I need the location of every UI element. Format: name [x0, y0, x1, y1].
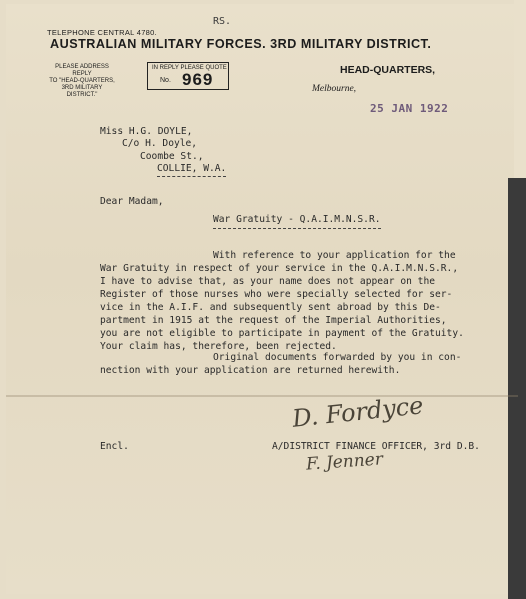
recipient-care-of: C/o H. Doyle, [122, 138, 198, 149]
body-paragraph-1 [100, 249, 464, 353]
fold-crease [6, 395, 518, 397]
body-line: nection with your application are returned herewith. [100, 365, 401, 376]
signatory-title: A/DISTRICT FINANCE OFFICER, 3rd D.B. [272, 441, 480, 452]
body-line: Register of those nurses who were specially selected for ser- [100, 289, 453, 300]
telephone-number: TELEPHONE CENTRAL 4780. [47, 28, 157, 37]
body-line: Original documents forwarded by you in con- [213, 352, 462, 363]
recipient-street: Coombe St., [140, 151, 204, 162]
reply-number: 969 [182, 70, 214, 89]
background-edge [508, 178, 526, 599]
file-code: RS. [213, 16, 232, 27]
salutation: Dear Madam, [100, 196, 164, 207]
subject-line: War Gratuity - Q.A.I.M.N.S.R. [213, 214, 381, 229]
body-line: I have to advise that, as your name does not appear on the [100, 276, 436, 287]
enclosure-note: Encl. [100, 441, 129, 452]
city-label: Melbourne, [312, 84, 357, 94]
body-paragraph-2 [100, 351, 461, 377]
address-note-line: PLEASE ADDRESS REPLY [55, 64, 109, 77]
address-note [46, 64, 118, 99]
date-stamp: 25 JAN 1922 [370, 102, 449, 115]
body-line: vice in the A.I.F. and subsequently sent abroad by this De- [100, 302, 441, 313]
reply-number-label: No. [160, 77, 171, 84]
reply-quote-label: IN REPLY PLEASE QUOTE [152, 65, 227, 71]
address-note-line: 3RD MILITARY DISTRICT." [61, 85, 103, 98]
paper-edge [514, 0, 526, 178]
body-line: partment in 1915 at the request of the Imperial Authorities, [100, 315, 447, 326]
letterhead-title: AUSTRALIAN MILITARY FORCES. 3RD MILITARY DISTRICT. [50, 37, 432, 51]
body-line: With reference to your application for the [213, 250, 456, 261]
headquarters-label: HEAD-QUARTERS, [340, 64, 436, 76]
body-line: War Gratuity in respect of your service in the Q.A.I.M.N.S.R., [100, 263, 459, 274]
signature: D. Fordyce [290, 391, 425, 433]
address-note-line: TO "HEAD-QUARTERS, [49, 78, 115, 84]
body-line: Your claim has, therefore, been rejected. [100, 341, 337, 352]
recipient-name: Miss H.G. DOYLE, [100, 126, 193, 137]
initials-signature: F. Jenner [305, 449, 384, 475]
body-line: you are not eligible to participate in payment of the Gratuity. [100, 328, 464, 339]
recipient-town: COLLIE, W.A. [157, 163, 226, 177]
